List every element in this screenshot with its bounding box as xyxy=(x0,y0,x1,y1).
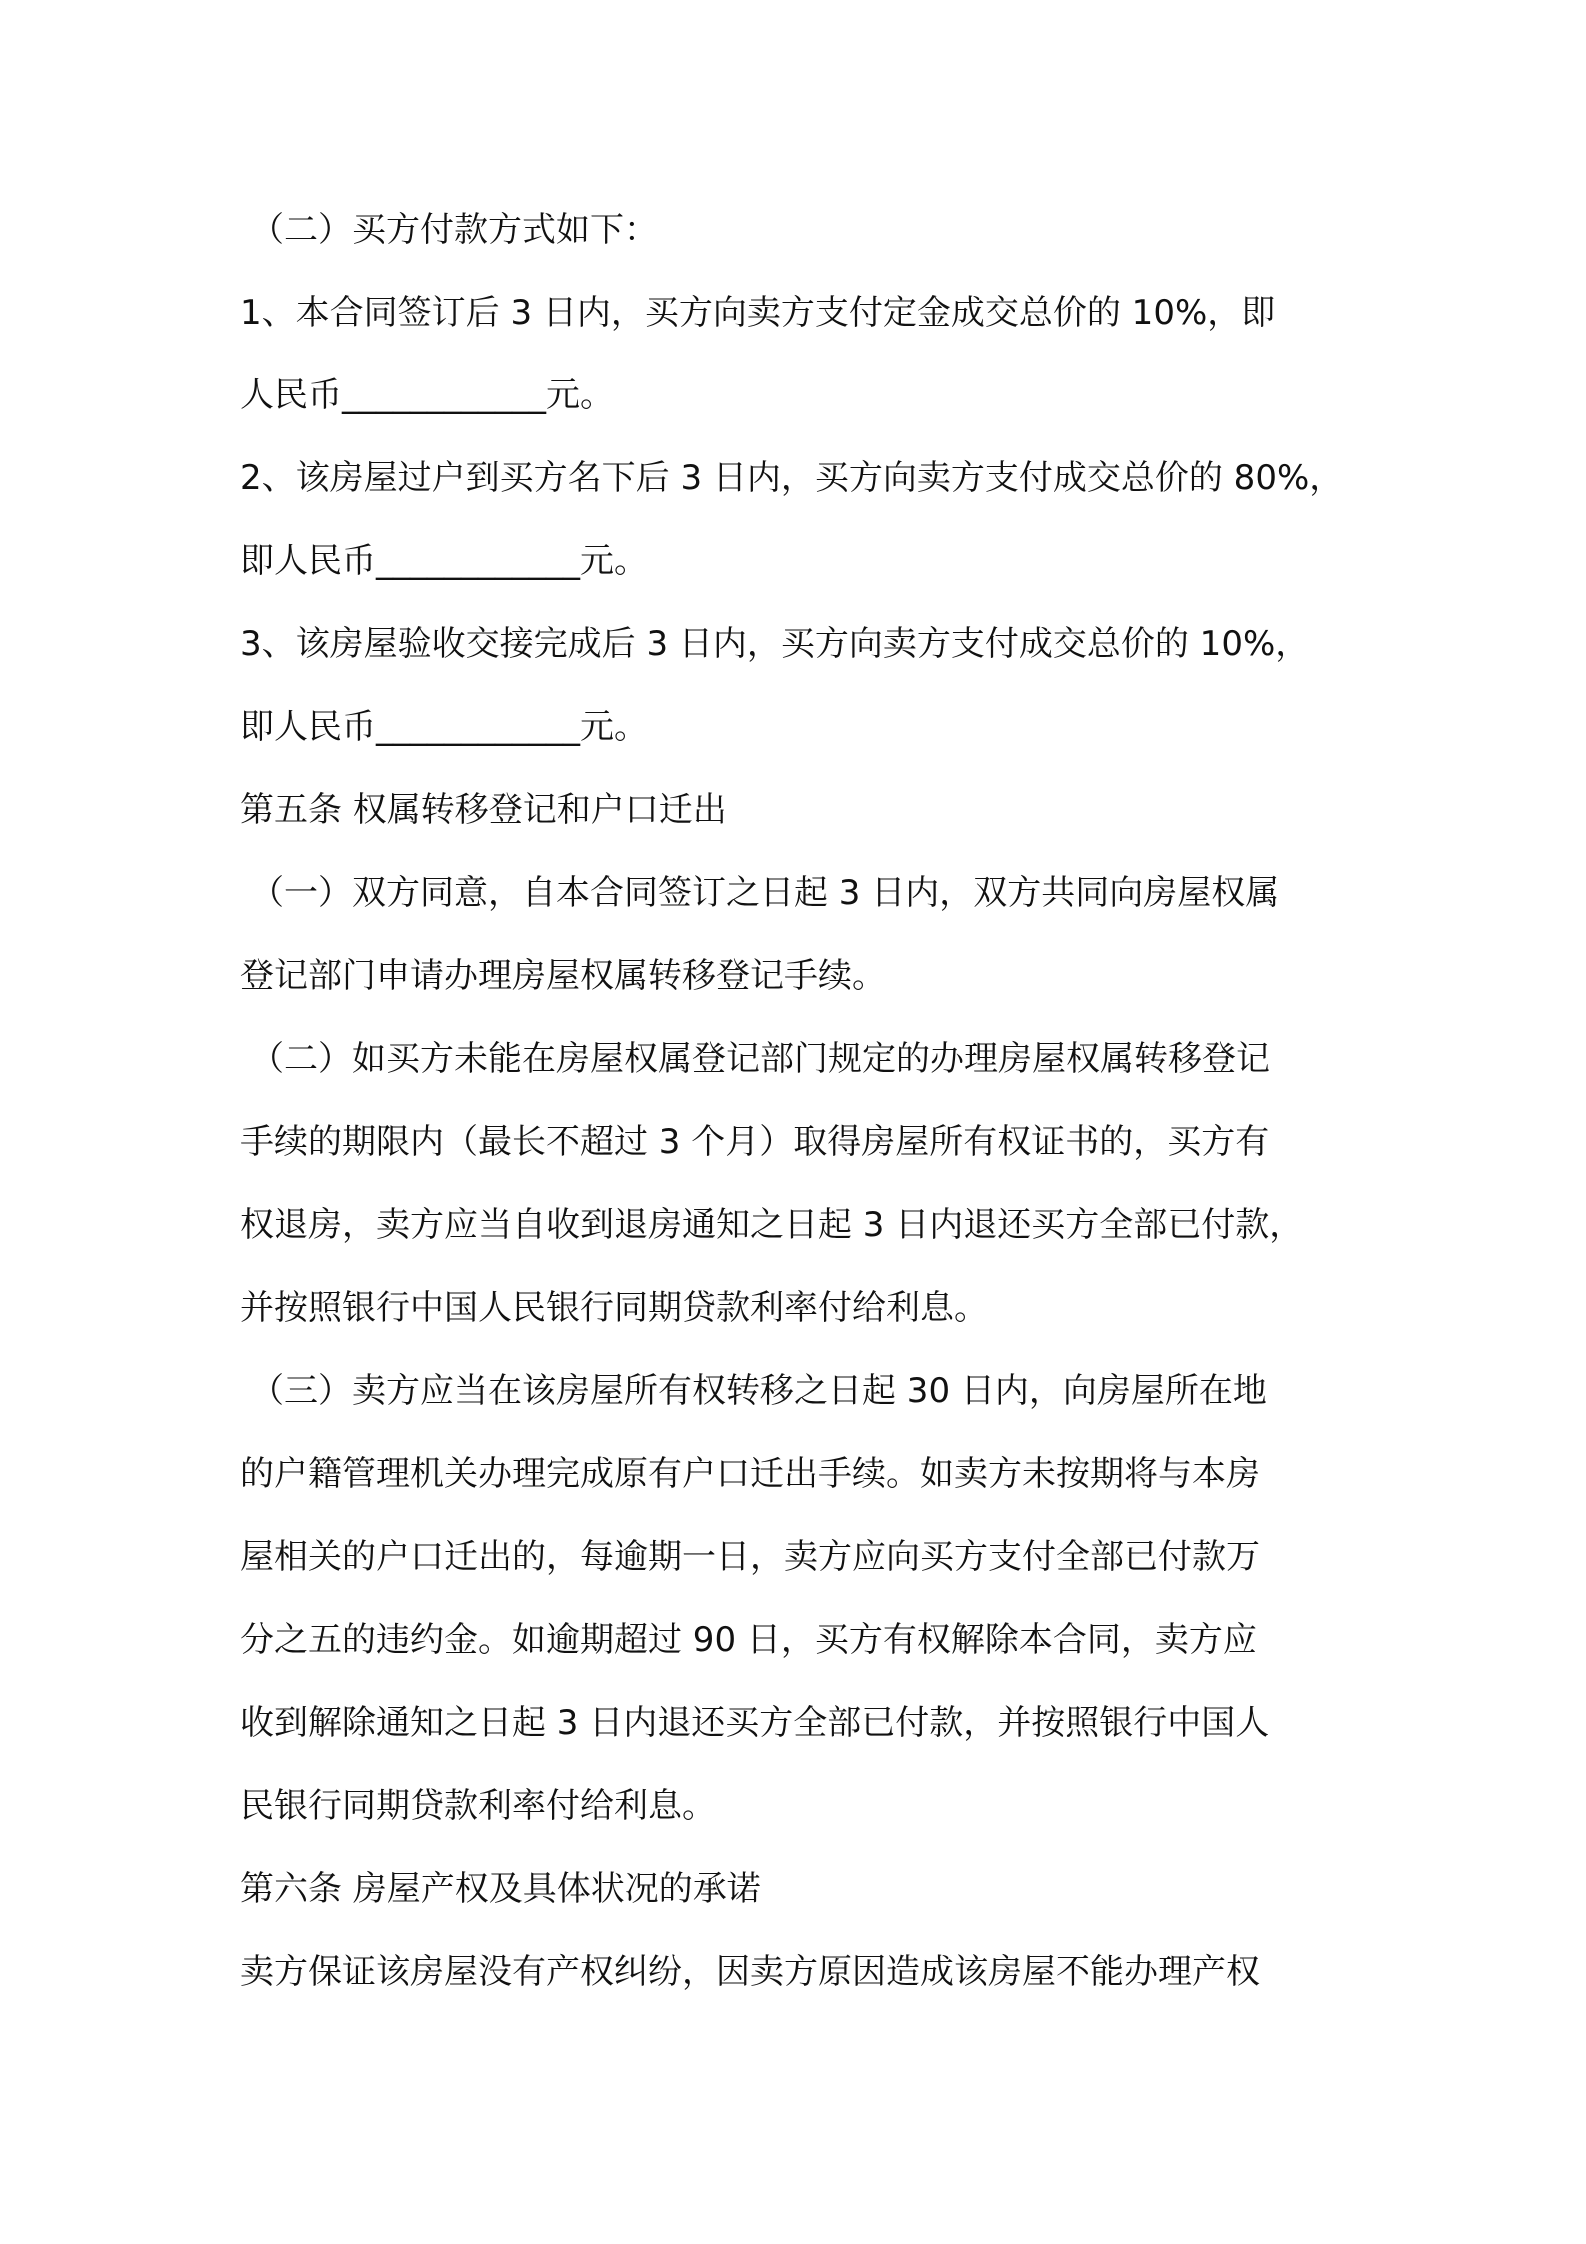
text-line: （一）双方同意，自本合同签订之日起 3 日内，双方共同向房屋权属 xyxy=(250,873,1280,913)
text-line: 分之五的违约金。如逾期超过 90 日，买方有权解除本合同，卖方应 xyxy=(240,1620,1257,1660)
text-line: 民银行同期贷款利率付给利息。 xyxy=(240,1786,716,1826)
text-line: 的户籍管理机关办理完成原有户口迁出手续。如卖方未按期将与本房 xyxy=(240,1454,1260,1494)
text-line: 卖方保证该房屋没有产权纠纷，因卖方原因造成该房屋不能办理产权 xyxy=(240,1952,1260,1992)
text-line: 手续的期限内（最长不超过 3 个月）取得房屋所有权证书的，买方有 xyxy=(240,1122,1270,1162)
text-line: （三）卖方应当在该房屋所有权转移之日起 30 日内，向房屋所在地 xyxy=(250,1371,1267,1411)
text-line: 权退房，卖方应当自收到退房通知之日起 3 日内退还买方全部已付款， xyxy=(240,1205,1304,1245)
clause-heading-payment-method: （二）买方付款方式如下： xyxy=(250,210,658,250)
text-line: 人民币____________元。 xyxy=(240,375,614,415)
text-line: 登记部门申请办理房屋权属转移登记手续。 xyxy=(240,956,886,996)
article-six-heading: 第六条 房屋产权及具体状况的承诺 xyxy=(240,1869,761,1909)
text-line: 收到解除通知之日起 3 日内退还买方全部已付款，并按照银行中国人 xyxy=(240,1703,1270,1743)
text-line: 即人民币____________元。 xyxy=(240,707,648,747)
article-five-heading: 第五条 权属转移登记和户口迁出 xyxy=(240,790,727,830)
text-line: 2、该房屋过户到买方名下后 3 日内，买方向卖方支付成交总价的 80%， xyxy=(240,458,1344,498)
text-line: 3、该房屋验收交接完成后 3 日内，买方向卖方支付成交总价的 10%， xyxy=(240,624,1310,664)
text-line: 1、本合同签订后 3 日内，买方向卖方支付定金成交总价的 10%，即 xyxy=(240,293,1276,333)
text-line: （二）如买方未能在房屋权属登记部门规定的办理房屋权属转移登记 xyxy=(250,1039,1270,1079)
text-line: 屋相关的户口迁出的，每逾期一日，卖方应向买方支付全部已付款万 xyxy=(240,1537,1260,1577)
text-line: 并按照银行中国人民银行同期贷款利率付给利息。 xyxy=(240,1288,988,1328)
text-line: 即人民币____________元。 xyxy=(240,541,648,581)
